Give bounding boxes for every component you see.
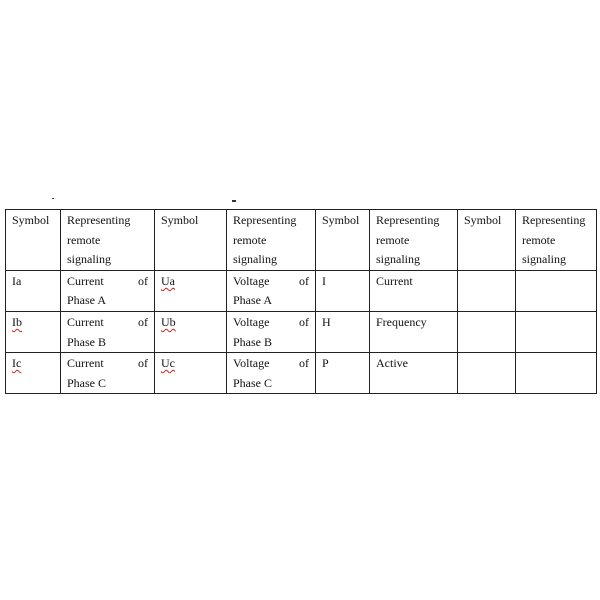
header-symbol-cell: Symbol xyxy=(6,210,61,271)
header-representing-cell: Representing remote signaling xyxy=(516,210,597,271)
description-cell: Current of Phase B xyxy=(61,311,155,352)
symbol-cell xyxy=(458,311,516,352)
description-cell: Current xyxy=(370,270,458,311)
header-representing-cell: Representing remote signaling xyxy=(61,210,155,271)
description-cell: Voltage of Phase A xyxy=(227,270,316,311)
symbol-cell: P xyxy=(316,353,370,394)
description-cell: Voltage of Phase B xyxy=(227,311,316,352)
description-cell: Frequency xyxy=(370,311,458,352)
stray-mark xyxy=(232,200,236,202)
header-symbol-cell: Symbol xyxy=(458,210,516,271)
spellcheck-underlined-symbol: Ib xyxy=(12,314,22,329)
symbol-cell xyxy=(155,353,227,394)
description-cell: Active xyxy=(370,353,458,394)
symbol-cell: Ia xyxy=(6,270,61,311)
description-cell xyxy=(516,270,597,311)
symbol-cell: H xyxy=(316,311,370,352)
symbol-cell xyxy=(155,270,227,311)
symbol-cell xyxy=(458,270,516,311)
header-symbol-cell: Symbol xyxy=(316,210,370,271)
description-cell: Voltage of Phase C xyxy=(227,353,316,394)
description-cell: Current of Phase C xyxy=(61,353,155,394)
symbol-cell xyxy=(458,353,516,394)
symbol-cell xyxy=(6,311,61,352)
table-row xyxy=(6,270,597,311)
description-cell: Current of Phase A xyxy=(61,270,155,311)
table-row xyxy=(6,311,597,352)
table-row xyxy=(6,353,597,394)
spellcheck-underlined-symbol: Uc xyxy=(161,356,175,371)
spellcheck-underlined-symbol: Ic xyxy=(12,356,22,371)
spellcheck-underlined-symbol: Ua xyxy=(161,273,175,288)
header-symbol-cell: Symbol xyxy=(155,210,227,271)
symbol-cell xyxy=(155,311,227,352)
header-representing-cell: Representing remote signaling xyxy=(370,210,458,271)
symbol-cell: I xyxy=(316,270,370,311)
description-cell xyxy=(516,311,597,352)
description-cell xyxy=(516,353,597,394)
header-representing-cell: Representing remote signaling xyxy=(227,210,316,271)
remote-signaling-table xyxy=(5,209,597,394)
stray-mark xyxy=(52,198,54,199)
symbol-cell xyxy=(6,353,61,394)
table-header-row xyxy=(6,210,597,271)
spellcheck-underlined-symbol: Ub xyxy=(161,314,176,329)
